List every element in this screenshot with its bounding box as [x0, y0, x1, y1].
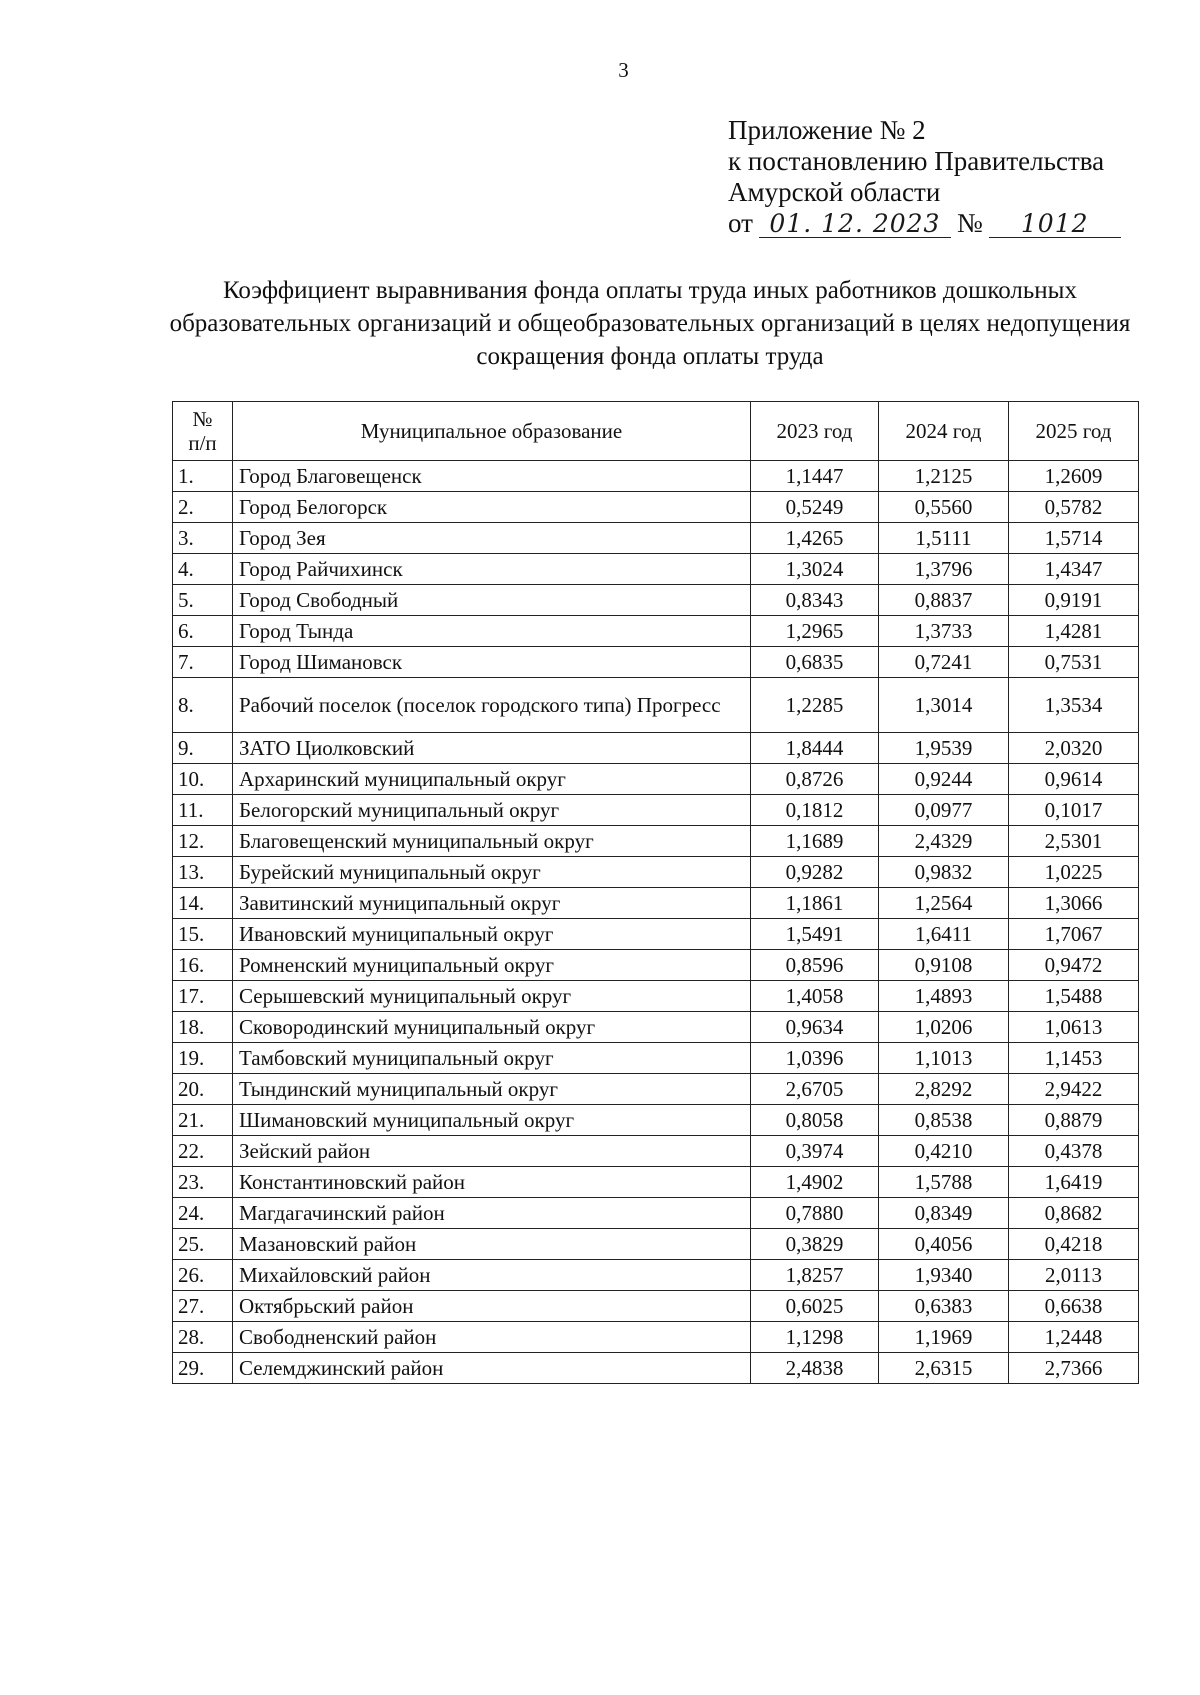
table-row [173, 678, 1139, 733]
coefficient-table [172, 401, 1139, 1384]
value-2024: 0,4056 [879, 1229, 1009, 1260]
value-2025: 1,2609 [1009, 461, 1139, 492]
value-2025: 1,2448 [1009, 1322, 1139, 1353]
table-row [173, 764, 1139, 795]
value-2023: 0,3974 [751, 1136, 879, 1167]
row-number: 22. [173, 1136, 233, 1167]
row-number: 18. [173, 1012, 233, 1043]
table-row [173, 1260, 1139, 1291]
value-2024: 1,4893 [879, 981, 1009, 1012]
row-number: 1. [173, 461, 233, 492]
row-number: 12. [173, 826, 233, 857]
municipality-name: Город Райчихинск [233, 554, 751, 585]
row-number: 17. [173, 981, 233, 1012]
value-2025: 0,9191 [1009, 585, 1139, 616]
value-2024: 0,5560 [879, 492, 1009, 523]
value-2023: 1,1298 [751, 1322, 879, 1353]
header-number: № п/п [173, 402, 233, 461]
value-2023: 0,6835 [751, 647, 879, 678]
value-2025: 1,6419 [1009, 1167, 1139, 1198]
value-2025: 1,3066 [1009, 888, 1139, 919]
value-2023: 1,4902 [751, 1167, 879, 1198]
table-row [173, 826, 1139, 857]
row-number: 3. [173, 523, 233, 554]
value-2025: 2,0320 [1009, 733, 1139, 764]
value-2024: 1,2125 [879, 461, 1009, 492]
municipality-name: Селемджинский район [233, 1353, 751, 1384]
value-2024: 1,1969 [879, 1322, 1009, 1353]
value-2023: 0,9634 [751, 1012, 879, 1043]
table-row [173, 554, 1139, 585]
value-2025: 0,1017 [1009, 795, 1139, 826]
row-number: 21. [173, 1105, 233, 1136]
municipality-name: Октябрьский район [233, 1291, 751, 1322]
value-2024: 0,7241 [879, 647, 1009, 678]
value-2023: 2,4838 [751, 1353, 879, 1384]
value-2023: 1,8444 [751, 733, 879, 764]
row-number: 29. [173, 1353, 233, 1384]
table-row [173, 1291, 1139, 1322]
value-2024: 0,8837 [879, 585, 1009, 616]
value-2025: 0,8879 [1009, 1105, 1139, 1136]
value-2024: 0,9832 [879, 857, 1009, 888]
municipality-name: Ивановский муниципальный округ [233, 919, 751, 950]
municipality-name: Архаринский муниципальный округ [233, 764, 751, 795]
value-2025: 0,7531 [1009, 647, 1139, 678]
municipality-name: ЗАТО Циолковский [233, 733, 751, 764]
row-number: 23. [173, 1167, 233, 1198]
municipality-name: Город Белогорск [233, 492, 751, 523]
table-row [173, 492, 1139, 523]
value-2025: 1,4281 [1009, 616, 1139, 647]
table-row [173, 461, 1139, 492]
value-2025: 1,4347 [1009, 554, 1139, 585]
header-2023: 2023 год [751, 402, 879, 461]
value-2023: 1,2285 [751, 678, 879, 733]
value-2024: 0,6383 [879, 1291, 1009, 1322]
municipality-name: Город Тында [233, 616, 751, 647]
municipality-name: Шимановский муниципальный округ [233, 1105, 751, 1136]
value-2023: 0,8596 [751, 950, 879, 981]
municipality-name: Мазановский район [233, 1229, 751, 1260]
value-2024: 1,3796 [879, 554, 1009, 585]
municipality-name: Тындинский муниципальный округ [233, 1074, 751, 1105]
table-row [173, 1136, 1139, 1167]
table-row [173, 1074, 1139, 1105]
header-municipality: Муниципальное образование [233, 402, 751, 461]
table-row [173, 585, 1139, 616]
value-2024: 1,9340 [879, 1260, 1009, 1291]
row-number: 20. [173, 1074, 233, 1105]
table-row [173, 888, 1139, 919]
value-2023: 0,3829 [751, 1229, 879, 1260]
municipality-name: Свободненский район [233, 1322, 751, 1353]
table-row [173, 1322, 1139, 1353]
value-2025: 0,9614 [1009, 764, 1139, 795]
value-2023: 0,8343 [751, 585, 879, 616]
value-2024: 1,0206 [879, 1012, 1009, 1043]
row-number: 16. [173, 950, 233, 981]
row-number: 26. [173, 1260, 233, 1291]
municipality-name: Рабочий поселок (поселок городского типа) Прогресс [233, 678, 751, 733]
value-2025: 2,7366 [1009, 1353, 1139, 1384]
value-2023: 1,4058 [751, 981, 879, 1012]
handwritten-date: 01. 12. 2023 [759, 211, 951, 238]
table-row [173, 950, 1139, 981]
appendix-region-line: Амурской области [728, 177, 941, 207]
table-body [173, 461, 1139, 1384]
municipality-name: Белогорский муниципальный округ [233, 795, 751, 826]
municipality-name: Город Свободный [233, 585, 751, 616]
table-row [173, 1105, 1139, 1136]
value-2024: 2,6315 [879, 1353, 1009, 1384]
municipality-name: Город Шимановск [233, 647, 751, 678]
appendix-title: Приложение № 2 [728, 115, 926, 145]
document-title: Коэффициент выравнивания фонда оплаты труда иных работников дошкольных образовательных организаций и общеобразовательных организаций в целях недопущения сокращения фонда оплаты труда [169, 277, 1131, 370]
value-2023: 1,1689 [751, 826, 879, 857]
row-number: 2. [173, 492, 233, 523]
value-2024: 1,2564 [879, 888, 1009, 919]
value-2025: 1,3534 [1009, 678, 1139, 733]
header-2024: 2024 год [879, 402, 1009, 461]
value-2024: 1,9539 [879, 733, 1009, 764]
municipality-name: Тамбовский муниципальный округ [233, 1043, 751, 1074]
value-2024: 0,8538 [879, 1105, 1009, 1136]
row-number: 28. [173, 1322, 233, 1353]
value-2023: 1,5491 [751, 919, 879, 950]
row-number: 9. [173, 733, 233, 764]
date-prefix: от [728, 208, 753, 238]
header-2025: 2025 год [1009, 402, 1139, 461]
table-row [173, 1353, 1139, 1384]
value-2025: 1,0225 [1009, 857, 1139, 888]
value-2023: 1,0396 [751, 1043, 879, 1074]
value-2024: 0,4210 [879, 1136, 1009, 1167]
value-2024: 0,9244 [879, 764, 1009, 795]
value-2025: 2,0113 [1009, 1260, 1139, 1291]
municipality-name: Михайловский район [233, 1260, 751, 1291]
value-2023: 1,4265 [751, 523, 879, 554]
value-2023: 0,5249 [751, 492, 879, 523]
table-row [173, 795, 1139, 826]
municipality-name: Ромненский муниципальный округ [233, 950, 751, 981]
value-2025: 1,1453 [1009, 1043, 1139, 1074]
municipality-name: Завитинский муниципальный округ [233, 888, 751, 919]
municipality-name: Город Благовещенск [233, 461, 751, 492]
value-2023: 0,9282 [751, 857, 879, 888]
value-2025: 0,4218 [1009, 1229, 1139, 1260]
value-2025: 0,8682 [1009, 1198, 1139, 1229]
value-2024: 0,0977 [879, 795, 1009, 826]
row-number: 27. [173, 1291, 233, 1322]
value-2023: 0,8726 [751, 764, 879, 795]
value-2025: 2,5301 [1009, 826, 1139, 857]
appendix-header [728, 115, 1121, 239]
value-2025: 0,6638 [1009, 1291, 1139, 1322]
value-2025: 2,9422 [1009, 1074, 1139, 1105]
municipality-name: Сковородинский муниципальный округ [233, 1012, 751, 1043]
number-prefix: № [956, 208, 983, 238]
value-2025: 1,7067 [1009, 919, 1139, 950]
table-row [173, 1012, 1139, 1043]
page-number: 3 [618, 58, 629, 82]
value-2023: 1,1447 [751, 461, 879, 492]
value-2024: 1,6411 [879, 919, 1009, 950]
appendix-resolution-line: к постановлению Правительства [728, 146, 1105, 176]
municipality-name: Бурейский муниципальный округ [233, 857, 751, 888]
municipality-name: Серышевский муниципальный округ [233, 981, 751, 1012]
table-row [173, 647, 1139, 678]
row-number: 14. [173, 888, 233, 919]
value-2023: 0,7880 [751, 1198, 879, 1229]
value-2024: 1,5788 [879, 1167, 1009, 1198]
table-row [173, 1229, 1139, 1260]
value-2023: 0,8058 [751, 1105, 879, 1136]
value-2025: 0,4378 [1009, 1136, 1139, 1167]
row-number: 19. [173, 1043, 233, 1074]
row-number: 13. [173, 857, 233, 888]
value-2025: 1,5488 [1009, 981, 1139, 1012]
row-number: 24. [173, 1198, 233, 1229]
table-row [173, 919, 1139, 950]
value-2025: 1,5714 [1009, 523, 1139, 554]
row-number: 8. [173, 678, 233, 733]
municipality-name: Зейский район [233, 1136, 751, 1167]
value-2024: 1,5111 [879, 523, 1009, 554]
municipality-name: Магдагачинский район [233, 1198, 751, 1229]
value-2025: 0,9472 [1009, 950, 1139, 981]
row-number: 15. [173, 919, 233, 950]
row-number: 4. [173, 554, 233, 585]
table-row [173, 616, 1139, 647]
value-2023: 1,3024 [751, 554, 879, 585]
table-row [173, 981, 1139, 1012]
row-number: 10. [173, 764, 233, 795]
table-row [173, 733, 1139, 764]
value-2023: 0,6025 [751, 1291, 879, 1322]
table-row [173, 523, 1139, 554]
table-header-row [173, 402, 1139, 461]
value-2023: 1,1861 [751, 888, 879, 919]
value-2024: 1,1013 [879, 1043, 1009, 1074]
value-2024: 2,8292 [879, 1074, 1009, 1105]
row-number: 11. [173, 795, 233, 826]
appendix-date-line [728, 208, 1121, 239]
value-2025: 1,0613 [1009, 1012, 1139, 1043]
row-number: 6. [173, 616, 233, 647]
table-row [173, 1043, 1139, 1074]
handwritten-number: 1012 [989, 211, 1121, 238]
value-2023: 1,8257 [751, 1260, 879, 1291]
value-2024: 0,9108 [879, 950, 1009, 981]
table-row [173, 1198, 1139, 1229]
value-2023: 1,2965 [751, 616, 879, 647]
value-2023: 0,1812 [751, 795, 879, 826]
value-2024: 1,3014 [879, 678, 1009, 733]
table-row [173, 1167, 1139, 1198]
municipality-name: Благовещенский муниципальный округ [233, 826, 751, 857]
value-2024: 0,8349 [879, 1198, 1009, 1229]
table-row [173, 857, 1139, 888]
municipality-name: Город Зея [233, 523, 751, 554]
value-2024: 1,3733 [879, 616, 1009, 647]
value-2024: 2,4329 [879, 826, 1009, 857]
row-number: 5. [173, 585, 233, 616]
value-2023: 2,6705 [751, 1074, 879, 1105]
row-number: 7. [173, 647, 233, 678]
value-2025: 0,5782 [1009, 492, 1139, 523]
municipality-name: Константиновский район [233, 1167, 751, 1198]
row-number: 25. [173, 1229, 233, 1260]
